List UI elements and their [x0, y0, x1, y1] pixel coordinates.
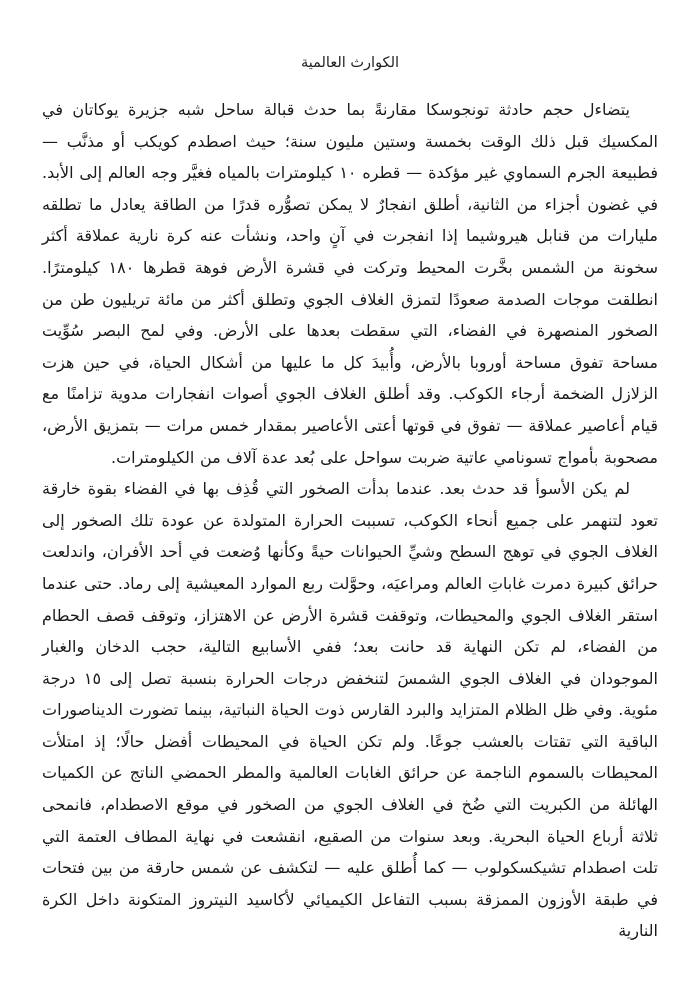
- paragraph-tunguska-comparison: يتضاءل حجم حادثة تونجوسكا مقارنةً بما حدث قبالة ساحل شبه جزيرة يوكاتان في المكسيك قبل ذلك الوقت بخمسة وستين مليون سنة؛ حيث اصطدم كويكب أو مذنَّب — فطبيعة الجرم السماوي غير مؤكدة — قطره ١٠ كيلومترات بالمياه فغيَّر وجه العالم إلى الأبد. في غضون أجزاء من الثانية، أطلق انفجارٌ لا يمكن تصوُّره قدرًا من الطاقة يعادل ما تطلقه مليارات من قنابل هيروشيما إذا انفجرت في آنٍ واحد، ونشأت عنه كرة نارية عملاقة أكثر سخونة من الشمس بخَّرت المحيط وتركت في قشرة الأرض فوهة قطرها ١٨٠ كيلومترًا. انطلقت موجات الصدمة صعودًا لتمزق الغلاف الجوي وتطلق أكثر من مائة تريليون طن من الصخور المنصهرة في الفضاء، التي سقطت بعدها على الأرض. وفي لمح البصر سُوِّيت مساحة تفوق مساحة أوروبا بالأرض، وأُبيدَ كل ما عليها من أشكال الحياة، في حين هزت الزلازل الضخمة أرجاء الكوكب. وقد أطلق الغلاف الجوي أصوات انفجارات مدوية تزامنًا مع قيام أعاصير عملاقة — تفوق في قوتها أعتى الأعاصير بمقدار خمس مرات — بتمزيق الأرض، مصحوبة بأمواج تسونامي عاتية ضربت سواحل على بُعد عدة آلاف من الكيلومترات.: [42, 100, 659, 467]
- body-text: [42, 94, 658, 947]
- running-header-title: الكوارث العالمية: [300, 55, 400, 71]
- paragraph-aftermath: لم يكن الأسوأ قد حدث بعد. عندما بدأت الصخور التي قُذِف بها في الفضاء بقوة خارقة تعود لتنهمر على جميع أنحاء الكوكب، تسببت الحرارة المتولدة عن عودة تلك الصخور إلى الغلاف الجوي في توهج السطح وشيِّ الحيوانات حيةً وكأنها وُضعت في أحد الأفران، واندلعت حرائق كبيرة دمرت غاباتِ العالم ومراعيَه، وحوَّلت ربع الموارد المعيشية إلى رماد. حتى عندما استقر الغلاف الجوي والمحيطات، وتوقفت قشرة الأرض عن الاهتزاز، وتوقف قصف الحطام من الفضاء، لم تكن النهاية قد حانت بعد؛ ففي الأسابيع التالية، حجب الدخان والغبار الموجودان في الغلاف الجوي الشمسَ لتنخفض درجات الحرارة بنسبة تصل إلى ١٥ درجة مئوية. وفي ظل الظلام المتزايد والبرد القارس ذوت الحياة النباتية، بينما تضورت الديناصورات الباقية التي تقتات بالعشب جوعًا. ولم تكن الحياة في المحيطات أفضل حالًا؛ إذ امتلأت المحيطات بالسموم الناجمة عن حرائق الغابات العالمية والمطر الحمضي الناتج عن الكميات الهائلة من الكبريت التي ضُخ في الغلاف الجوي من الصخور في موقع الاصطدام، فانمحى ثلاثة أرباع الحياة البحرية. وبعد سنوات من الصقيع، انقشعت في نهاية المطاف العتمة التي تلت اصطدام تشيكسكولوب — كما أُطلق عليه — لتكشف عن شمس حارقة من بين فتحات في طبقة الأوزون الممزقة بسبب التفاعل الكيميائي لأكاسيد النيتروز المتكونة داخل الكرة النارية: [42, 479, 659, 941]
